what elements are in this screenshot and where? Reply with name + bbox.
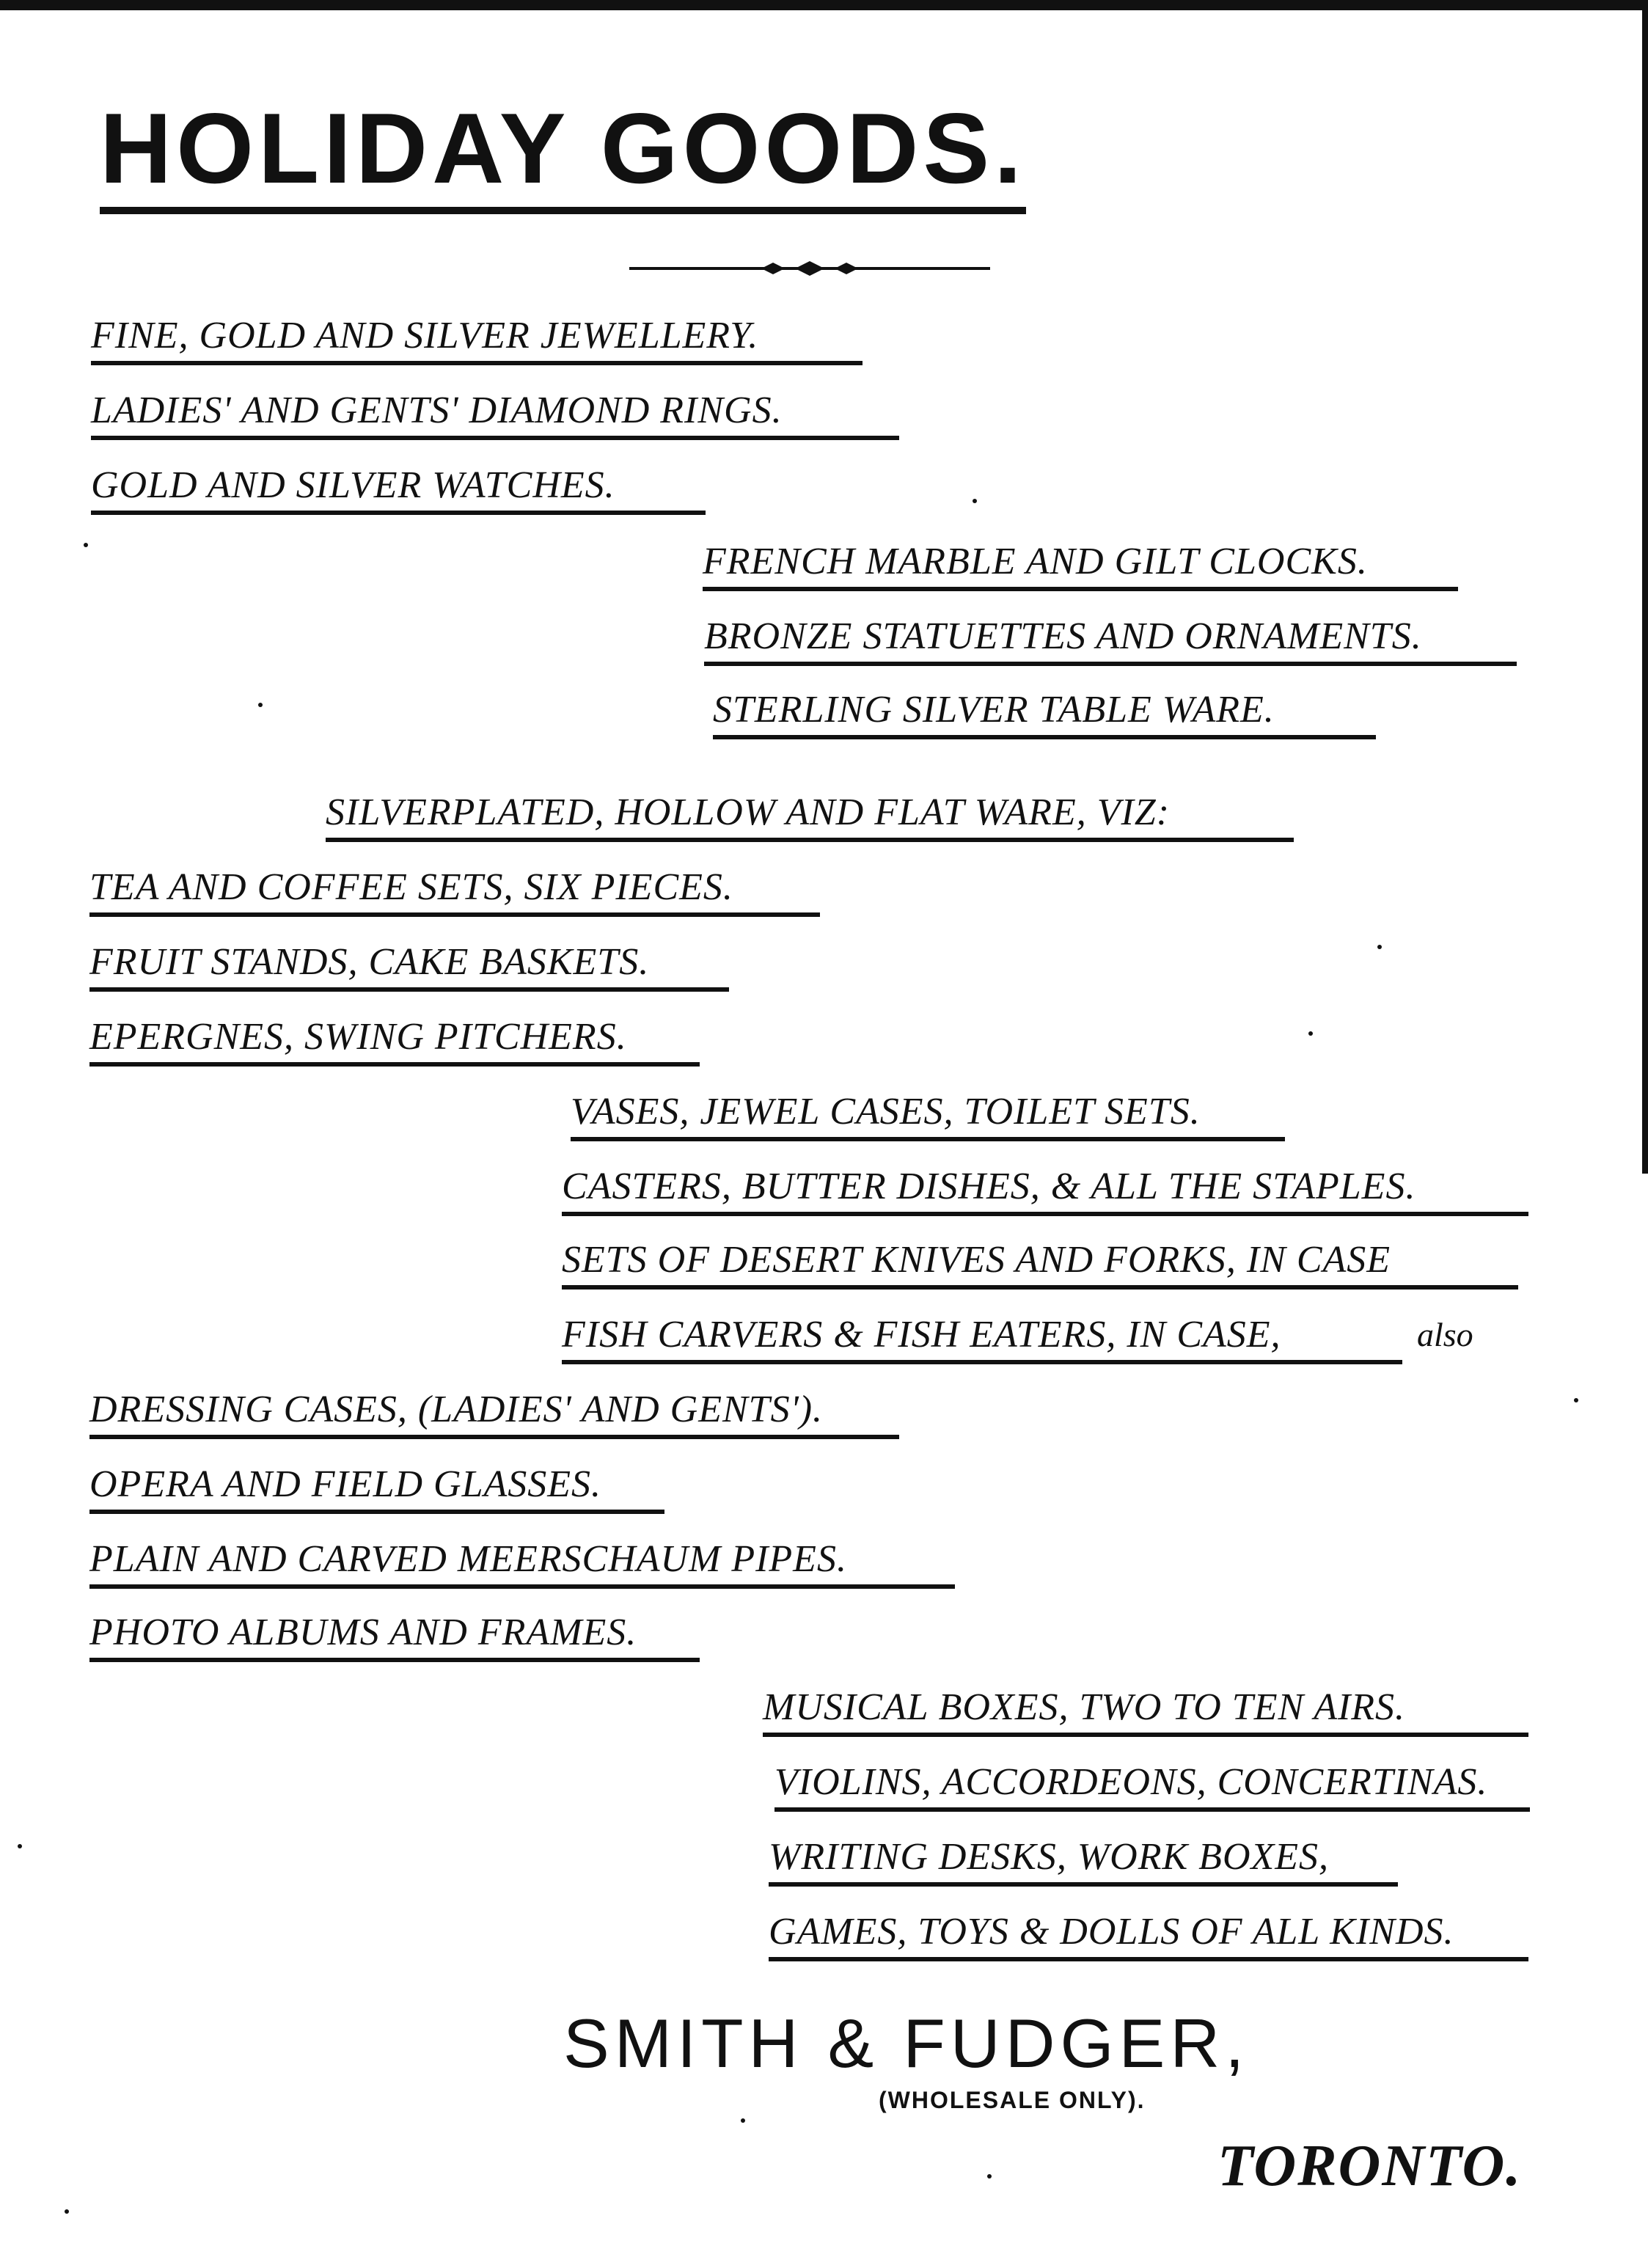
wholesale-note: (WHOLESALE ONLY).: [879, 2087, 1146, 2113]
print-speck: [258, 703, 263, 707]
list-item-vases: VASES, JEWEL CASES, TOILET SETS.: [571, 1090, 1285, 1141]
list-item-fine-gold-and-silver-jewellery: FINE, GOLD AND SILVER JEWELLERY.: [91, 314, 863, 365]
city-name: TORONTO.: [1217, 2134, 1523, 2198]
print-speck: [741, 2118, 745, 2123]
list-item-suffix: also: [1417, 1316, 1473, 1353]
decorative-ornament-icon: [629, 260, 990, 277]
print-speck: [1308, 1031, 1313, 1036]
print-speck: [1574, 1398, 1578, 1402]
list-item-games-toys-dolls: GAMES, TOYS & DOLLS OF ALL KINDS.: [769, 1910, 1528, 1961]
list-item-fish-carvers: FISH CARVERS & FISH EATERS, IN CASE,: [562, 1313, 1402, 1364]
print-speck: [987, 2174, 992, 2179]
list-item-photo-albums: PHOTO ALBUMS AND FRAMES.: [89, 1611, 700, 1662]
print-speck: [973, 499, 977, 503]
document-title-text: HOLIDAY GOODS.: [100, 92, 1026, 214]
list-item-fruit-stands: FRUIT STANDS, CAKE BASKETS.: [89, 940, 729, 992]
company-name: SMITH & FUDGER,: [563, 2005, 1250, 2082]
print-speck: [84, 543, 88, 547]
list-item-musical-boxes: MUSICAL BOXES, TWO TO TEN AIRS.: [763, 1686, 1528, 1737]
list-item-meerschaum-pipes: PLAIN AND CARVED MEERSCHAUM PIPES.: [89, 1537, 955, 1589]
list-item-clocks: FRENCH MARBLE AND GILT CLOCKS.: [703, 540, 1458, 591]
list-item-casters: CASTERS, BUTTER DISHES, & ALL THE STAPLES.: [562, 1165, 1528, 1216]
list-item-diamond-rings: LADIES' AND GENTS' DIAMOND RINGS.: [91, 389, 899, 440]
print-speck: [18, 1844, 22, 1848]
list-item-tea-and-coffee-sets: TEA AND COFFEE SETS, SIX PIECES.: [89, 866, 820, 917]
list-item-watches: GOLD AND SILVER WATCHES.: [91, 464, 706, 515]
right-border: [1642, 0, 1648, 1174]
list-item-desert-knives: SETS OF DESERT KNIVES AND FORKS, IN CASE: [562, 1238, 1518, 1290]
list-item-silverplated-ware: SILVERPLATED, HOLLOW AND FLAT WARE, VIZ:: [326, 791, 1294, 842]
top-border: [0, 0, 1648, 10]
list-item-writing-desks: WRITING DESKS, WORK BOXES,: [769, 1835, 1398, 1887]
document-title: [100, 82, 1537, 214]
list-item-dressing-cases: DRESSING CASES, (LADIES' AND GENTS').: [89, 1388, 899, 1439]
list-item-table-ware: STERLING SILVER TABLE WARE.: [713, 688, 1376, 739]
list-item-epergnes: EPERGNES, SWING PITCHERS.: [89, 1015, 700, 1067]
list-item-violins: VIOLINS, ACCORDEONS, CONCERTINAS.: [774, 1760, 1530, 1812]
list-item-statuettes: BRONZE STATUETTES AND ORNAMENTS.: [704, 615, 1517, 666]
print-speck: [65, 2209, 69, 2214]
print-speck: [1377, 945, 1382, 949]
list-item-opera-glasses: OPERA AND FIELD GLASSES.: [89, 1463, 664, 1514]
